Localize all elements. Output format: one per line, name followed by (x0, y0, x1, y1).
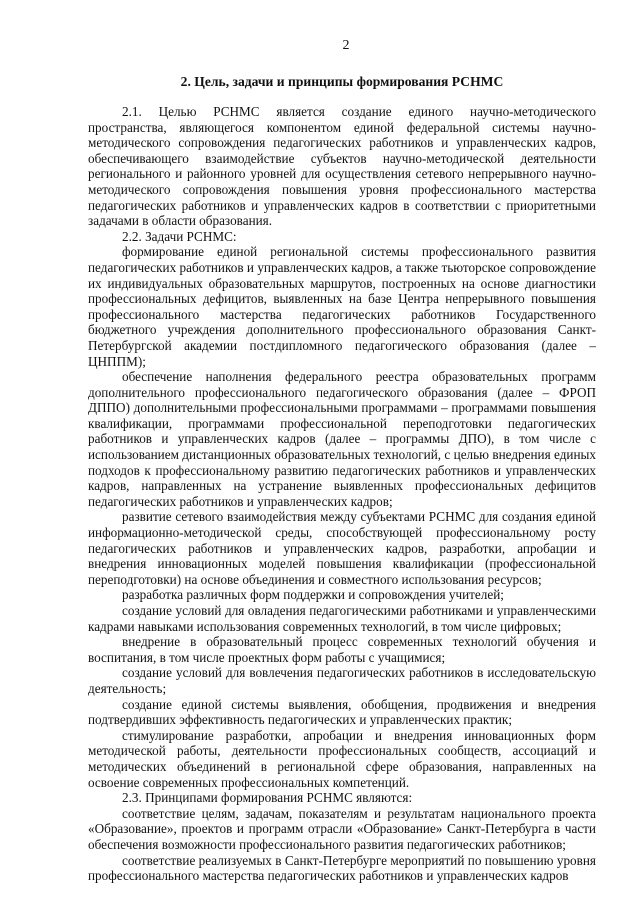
paragraph-2-2-title: 2.2. Задачи РСНМС: (122, 228, 237, 244)
principle-item: соответствие целям, задачам, показателям и результатам национального проекта «Образование», проектов и программ отрасли «Образование» Санкт-Петербурга в части обеспечения возможности профессионального развития педагогических работников; (88, 805, 596, 852)
task-item: развитие сетевого взаимодействия между субъектами РСНМС для создания единой информационно-методической среды, способствующей профессиональному росту педагогических работников и управленческих кадров, разработки, апробации и внедрения инновационных моделей повышения квалификации (профессиональной переподготовки) на основе объединения и совместного использования ресурсов; (88, 509, 596, 587)
paragraph-2-1: 2.1. Целью РСНМС является создание единого научно-методического пространства, являющегося компонентом единой федеральной системы научно-методического сопровождения педагогических работников и управленческих кадров, обеспечивающего взаимодействие субъектов научно-методической деятельности регионального и районного уровней для осуществления сетевого непрерывного научно-методического сопровождения повышения уровня профессионального мастерства педагогических работников и управленческих кадров в соответствии с приоритетными задачами в области образования. (88, 104, 596, 229)
page-number: 2 (342, 38, 350, 53)
task-item: внедрение в образовательный процесс современных технологий обучения и воспитания, в том числе проектных форм работы с учащимися; (88, 634, 596, 665)
task-item: создание условий для овладения педагогическими работниками и управленческими кадрами навыками использования современных технологий, в том числе цифровых; (88, 603, 596, 634)
section-heading: 2. Цель, задачи и принципы формирования РСНМС (180, 74, 504, 89)
task-item: разработка различных форм поддержки и сопровождения учителей; (122, 587, 504, 603)
task-item: обеспечение наполнения федерального реестра образовательных программ дополнительного профессионального педагогического образования (далее – ФРОП ДППО) дополнительными профессиональными программами – программами повышения квалификации, программами профессиональной переподготовки педагогических работников и управленческих кадров (далее – программы ДПО), в том числе с использованием дистанционных образовательных технологий, с целью внедрения единых подходов к профессиональному развитию педагогических работников и управленческих кадров, направленных на устранение выявленных профессиональных дефицитов педагогических работников и управленческих кадров; (88, 369, 596, 509)
task-item: формирование единой региональной системы профессионального развития педагогических работников и управленческих кадров, а также тьюторское сопровождение их индивидуальных образовательных маршрутов, построенных на основе диагностики профессиональных дефицитов, выявленных на базе Центра непрерывного повышения профессионального мастерства педагогических работников Государственного бюджетного учреждения дополнительного профессионального образования Санкт-Петербургской академии постдипломного педагогического образования (далее – ЦНППМ); (88, 244, 596, 369)
task-item: создание условий для вовлечения педагогических работников в исследовательскую деятельность; (88, 665, 596, 696)
paragraph-2-3-title: 2.3. Принципами формирования РСНМС являются: (122, 790, 413, 806)
task-item: стимулирование разработки, апробации и внедрения инновационных форм методической работы, деятельности профессиональных сообществ, ассоциаций и методических объединений в региональной сфере образования, направленных на освоение современных профессиональных компетенций. (88, 727, 596, 790)
principle-item: соответствие реализуемых в Санкт-Петербурге мероприятий по повышению уровня профессионального мастерства педагогических работников и управленческих кадров (88, 852, 596, 884)
task-item: создание единой системы выявления, обобщения, продвижения и внедрения подтвердивших эффективность педагогических и управленческих практик; (88, 696, 596, 728)
